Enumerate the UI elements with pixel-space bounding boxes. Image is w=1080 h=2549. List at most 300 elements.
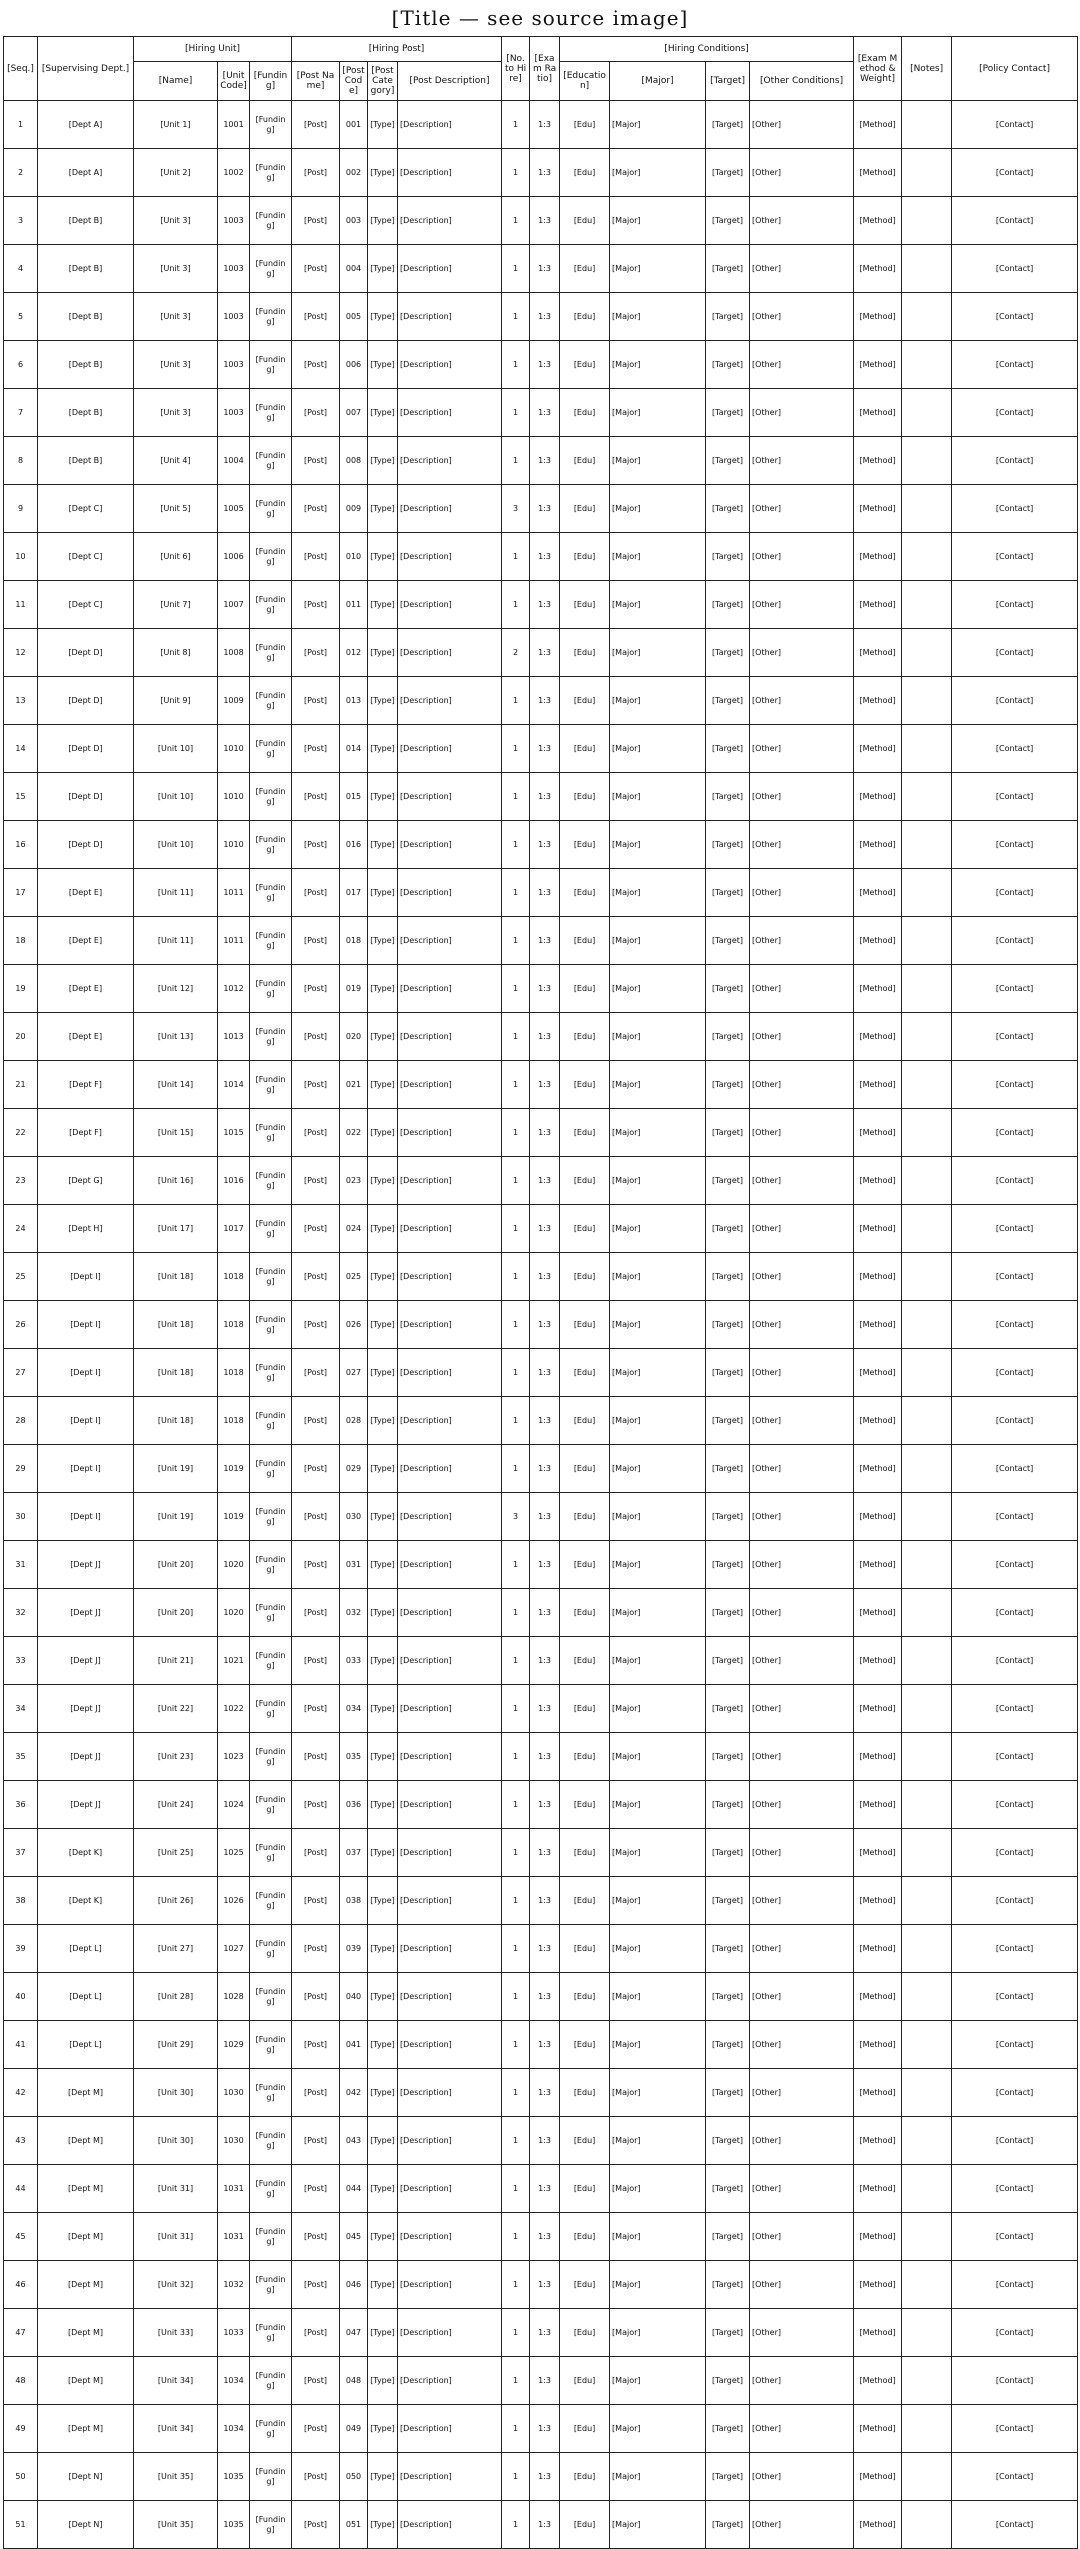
cell-post-code: 010 xyxy=(340,533,368,581)
cell-unit-name: [Unit 22] xyxy=(134,1685,218,1733)
cell-exam-method: [Method] xyxy=(854,1301,902,1349)
cell-exam-method: [Method] xyxy=(854,149,902,197)
cell-seq: 40 xyxy=(4,1973,38,2021)
cell-post-code: 035 xyxy=(340,1733,368,1781)
cell-post-category: [Type] xyxy=(368,2501,398,2549)
cell-unit-code: 1011 xyxy=(218,917,250,965)
cell-exam-ratio: 1:3 xyxy=(530,197,560,245)
cell-post-description: [Description] xyxy=(398,2405,502,2453)
cell-post-name: [Post] xyxy=(292,1685,340,1733)
cell-post-name: [Post] xyxy=(292,1493,340,1541)
cell-unit-code: 1024 xyxy=(218,1781,250,1829)
table-row xyxy=(4,1925,1078,1973)
cell-dept: [Dept M] xyxy=(38,2213,134,2261)
cell-other-conditions: [Other] xyxy=(750,1493,854,1541)
cell-post-description: [Description] xyxy=(398,1157,502,1205)
cell-education: [Edu] xyxy=(560,2309,610,2357)
cell-seq: 24 xyxy=(4,1205,38,1253)
cell-other-conditions: [Other] xyxy=(750,2021,854,2069)
cell-post-code: 015 xyxy=(340,773,368,821)
cell-seq: 46 xyxy=(4,2261,38,2309)
cell-post-category: [Type] xyxy=(368,1589,398,1637)
cell-hire-count: 1 xyxy=(502,2405,530,2453)
cell-seq: 9 xyxy=(4,485,38,533)
cell-major: [Major] xyxy=(610,2453,706,2501)
cell-unit-code: 1011 xyxy=(218,869,250,917)
cell-dept: [Dept I] xyxy=(38,1397,134,1445)
cell-education: [Edu] xyxy=(560,389,610,437)
cell-exam-method: [Method] xyxy=(854,629,902,677)
cell-exam-ratio: 1:3 xyxy=(530,1349,560,1397)
cell-target: [Target] xyxy=(706,1829,750,1877)
cell-post-name: [Post] xyxy=(292,917,340,965)
cell-other-conditions: [Other] xyxy=(750,2357,854,2405)
cell-funding: [Funding] xyxy=(250,917,292,965)
cell-other-conditions: [Other] xyxy=(750,341,854,389)
cell-dept: [Dept D] xyxy=(38,629,134,677)
table-row xyxy=(4,629,1078,677)
col-post-code-header: [Post Code] xyxy=(340,62,368,101)
cell-other-conditions: [Other] xyxy=(750,101,854,149)
cell-post-code: 040 xyxy=(340,1973,368,2021)
cell-contact: [Contact] xyxy=(952,437,1078,485)
cell-post-description: [Description] xyxy=(398,1781,502,1829)
cell-post-category: [Type] xyxy=(368,2405,398,2453)
cell-major: [Major] xyxy=(610,2117,706,2165)
cell-contact: [Contact] xyxy=(952,1973,1078,2021)
cell-post-description: [Description] xyxy=(398,1301,502,1349)
cell-post-category: [Type] xyxy=(368,293,398,341)
cell-major: [Major] xyxy=(610,2261,706,2309)
cell-contact: [Contact] xyxy=(952,2165,1078,2213)
cell-unit-code: 1003 xyxy=(218,293,250,341)
cell-post-code: 047 xyxy=(340,2309,368,2357)
cell-post-category: [Type] xyxy=(368,1253,398,1301)
cell-post-category: [Type] xyxy=(368,437,398,485)
cell-post-name: [Post] xyxy=(292,1157,340,1205)
table-row xyxy=(4,1349,1078,1397)
cell-funding: [Funding] xyxy=(250,1877,292,1925)
cell-seq: 28 xyxy=(4,1397,38,1445)
cell-major: [Major] xyxy=(610,1925,706,1973)
cell-post-name: [Post] xyxy=(292,1733,340,1781)
cell-hire-count: 1 xyxy=(502,389,530,437)
cell-exam-ratio: 1:3 xyxy=(530,1685,560,1733)
cell-dept: [Dept M] xyxy=(38,2117,134,2165)
cell-note xyxy=(902,1013,952,1061)
cell-exam-ratio: 1:3 xyxy=(530,2117,560,2165)
cell-education: [Edu] xyxy=(560,485,610,533)
cell-post-name: [Post] xyxy=(292,533,340,581)
cell-funding: [Funding] xyxy=(250,485,292,533)
cell-exam-method: [Method] xyxy=(854,2261,902,2309)
cell-seq: 48 xyxy=(4,2357,38,2405)
cell-post-code: 005 xyxy=(340,293,368,341)
cell-hire-count: 1 xyxy=(502,2213,530,2261)
cell-unit-code: 1020 xyxy=(218,1589,250,1637)
cell-major: [Major] xyxy=(610,1493,706,1541)
cell-post-description: [Description] xyxy=(398,149,502,197)
cell-seq: 18 xyxy=(4,917,38,965)
cell-education: [Edu] xyxy=(560,293,610,341)
cell-major: [Major] xyxy=(610,2405,706,2453)
cell-exam-method: [Method] xyxy=(854,389,902,437)
cell-post-code: 025 xyxy=(340,1253,368,1301)
cell-seq: 22 xyxy=(4,1109,38,1157)
cell-unit-code: 1009 xyxy=(218,677,250,725)
cell-other-conditions: [Other] xyxy=(750,533,854,581)
cell-unit-name: [Unit 18] xyxy=(134,1301,218,1349)
cell-exam-ratio: 1:3 xyxy=(530,2021,560,2069)
cell-post-code: 011 xyxy=(340,581,368,629)
cell-exam-ratio: 1:3 xyxy=(530,1301,560,1349)
table-row xyxy=(4,2021,1078,2069)
cell-funding: [Funding] xyxy=(250,1589,292,1637)
table-row xyxy=(4,1157,1078,1205)
cell-funding: [Funding] xyxy=(250,1157,292,1205)
cell-funding: [Funding] xyxy=(250,1301,292,1349)
cell-education: [Edu] xyxy=(560,1253,610,1301)
cell-contact: [Contact] xyxy=(952,1397,1078,1445)
cell-funding: [Funding] xyxy=(250,341,292,389)
cell-other-conditions: [Other] xyxy=(750,1973,854,2021)
table-row xyxy=(4,1061,1078,1109)
cell-other-conditions: [Other] xyxy=(750,2501,854,2549)
cell-post-code: 041 xyxy=(340,2021,368,2069)
cell-post-name: [Post] xyxy=(292,1445,340,1493)
cell-unit-code: 1031 xyxy=(218,2213,250,2261)
cell-note xyxy=(902,1397,952,1445)
cell-post-description: [Description] xyxy=(398,197,502,245)
cell-major: [Major] xyxy=(610,2213,706,2261)
cell-unit-code: 1007 xyxy=(218,581,250,629)
cell-major: [Major] xyxy=(610,245,706,293)
cell-unit-code: 1035 xyxy=(218,2453,250,2501)
cell-target: [Target] xyxy=(706,581,750,629)
cell-education: [Edu] xyxy=(560,1877,610,1925)
cell-unit-name: [Unit 34] xyxy=(134,2357,218,2405)
cell-post-code: 044 xyxy=(340,2165,368,2213)
cell-exam-ratio: 1:3 xyxy=(530,1061,560,1109)
cell-unit-code: 1029 xyxy=(218,2021,250,2069)
cell-funding: [Funding] xyxy=(250,1013,292,1061)
cell-dept: [Dept C] xyxy=(38,581,134,629)
cell-hire-count: 1 xyxy=(502,197,530,245)
col-target-header: [Target] xyxy=(706,62,750,101)
cell-post-category: [Type] xyxy=(368,1925,398,1973)
cell-funding: [Funding] xyxy=(250,1349,292,1397)
cell-post-name: [Post] xyxy=(292,1397,340,1445)
cell-unit-code: 1019 xyxy=(218,1493,250,1541)
cell-post-description: [Description] xyxy=(398,245,502,293)
cell-seq: 11 xyxy=(4,581,38,629)
cell-post-description: [Description] xyxy=(398,389,502,437)
cell-seq: 38 xyxy=(4,1877,38,1925)
cell-unit-name: [Unit 11] xyxy=(134,917,218,965)
cell-hire-count: 1 xyxy=(502,1733,530,1781)
cell-other-conditions: [Other] xyxy=(750,2117,854,2165)
table-row xyxy=(4,197,1078,245)
cell-funding: [Funding] xyxy=(250,2213,292,2261)
cell-exam-method: [Method] xyxy=(854,1781,902,1829)
cell-hire-count: 1 xyxy=(502,1829,530,1877)
cell-other-conditions: [Other] xyxy=(750,773,854,821)
cell-post-name: [Post] xyxy=(292,1589,340,1637)
cell-unit-name: [Unit 20] xyxy=(134,1589,218,1637)
cell-post-category: [Type] xyxy=(368,1445,398,1493)
table-row xyxy=(4,2117,1078,2165)
cell-education: [Edu] xyxy=(560,2261,610,2309)
cell-post-description: [Description] xyxy=(398,341,502,389)
cell-major: [Major] xyxy=(610,917,706,965)
cell-contact: [Contact] xyxy=(952,2357,1078,2405)
cell-post-category: [Type] xyxy=(368,1781,398,1829)
cell-funding: [Funding] xyxy=(250,1685,292,1733)
cell-education: [Edu] xyxy=(560,197,610,245)
cell-post-name: [Post] xyxy=(292,1973,340,2021)
cell-unit-code: 1017 xyxy=(218,1205,250,1253)
cell-major: [Major] xyxy=(610,1061,706,1109)
cell-major: [Major] xyxy=(610,1157,706,1205)
cell-post-description: [Description] xyxy=(398,293,502,341)
cell-major: [Major] xyxy=(610,389,706,437)
cell-unit-code: 1018 xyxy=(218,1253,250,1301)
table-row xyxy=(4,2309,1078,2357)
cell-seq: 17 xyxy=(4,869,38,917)
cell-note xyxy=(902,1973,952,2021)
cell-hire-count: 1 xyxy=(502,1637,530,1685)
cell-hire-count: 1 xyxy=(502,2021,530,2069)
cell-post-name: [Post] xyxy=(292,725,340,773)
cell-dept: [Dept M] xyxy=(38,2405,134,2453)
cell-target: [Target] xyxy=(706,1013,750,1061)
cell-dept: [Dept G] xyxy=(38,1157,134,1205)
cell-other-conditions: [Other] xyxy=(750,1637,854,1685)
cell-exam-method: [Method] xyxy=(854,2165,902,2213)
cell-other-conditions: [Other] xyxy=(750,1445,854,1493)
cell-note xyxy=(902,1061,952,1109)
cell-note xyxy=(902,533,952,581)
cell-major: [Major] xyxy=(610,965,706,1013)
cell-other-conditions: [Other] xyxy=(750,1685,854,1733)
cell-other-conditions: [Other] xyxy=(750,437,854,485)
cell-seq: 6 xyxy=(4,341,38,389)
cell-note xyxy=(902,293,952,341)
cell-note xyxy=(902,2117,952,2165)
cell-post-name: [Post] xyxy=(292,1829,340,1877)
cell-target: [Target] xyxy=(706,1685,750,1733)
cell-note xyxy=(902,1253,952,1301)
cell-seq: 13 xyxy=(4,677,38,725)
cell-post-code: 039 xyxy=(340,1925,368,1973)
cell-major: [Major] xyxy=(610,2165,706,2213)
cell-education: [Edu] xyxy=(560,1637,610,1685)
cell-hire-count: 1 xyxy=(502,1445,530,1493)
cell-post-name: [Post] xyxy=(292,485,340,533)
cell-post-code: 029 xyxy=(340,1445,368,1493)
cell-post-code: 018 xyxy=(340,917,368,965)
table-row xyxy=(4,1397,1078,1445)
cell-post-code: 027 xyxy=(340,1349,368,1397)
cell-contact: [Contact] xyxy=(952,2453,1078,2501)
cell-hire-count: 1 xyxy=(502,2309,530,2357)
cell-post-description: [Description] xyxy=(398,1013,502,1061)
cell-other-conditions: [Other] xyxy=(750,1253,854,1301)
cell-exam-ratio: 1:3 xyxy=(530,485,560,533)
cell-major: [Major] xyxy=(610,341,706,389)
table-row xyxy=(4,965,1078,1013)
cell-target: [Target] xyxy=(706,1541,750,1589)
cell-exam-ratio: 1:3 xyxy=(530,581,560,629)
cell-education: [Edu] xyxy=(560,101,610,149)
cell-dept: [Dept I] xyxy=(38,1493,134,1541)
cell-note xyxy=(902,1493,952,1541)
cell-target: [Target] xyxy=(706,2309,750,2357)
cell-funding: [Funding] xyxy=(250,149,292,197)
cell-funding: [Funding] xyxy=(250,2069,292,2117)
cell-unit-name: [Unit 4] xyxy=(134,437,218,485)
cell-post-description: [Description] xyxy=(398,2357,502,2405)
cell-unit-code: 1030 xyxy=(218,2117,250,2165)
cell-education: [Edu] xyxy=(560,2453,610,2501)
cell-unit-code: 1014 xyxy=(218,1061,250,1109)
cell-funding: [Funding] xyxy=(250,2453,292,2501)
cell-unit-name: [Unit 19] xyxy=(134,1445,218,1493)
col-post-desc-header: [Post Description] xyxy=(398,62,502,101)
col-cond-group-header: [Hiring Conditions] xyxy=(560,37,854,62)
cell-post-category: [Type] xyxy=(368,629,398,677)
cell-post-code: 036 xyxy=(340,1781,368,1829)
cell-post-code: 031 xyxy=(340,1541,368,1589)
cell-seq: 25 xyxy=(4,1253,38,1301)
cell-funding: [Funding] xyxy=(250,629,292,677)
cell-major: [Major] xyxy=(610,437,706,485)
cell-education: [Edu] xyxy=(560,1685,610,1733)
cell-post-category: [Type] xyxy=(368,245,398,293)
cell-post-category: [Type] xyxy=(368,149,398,197)
cell-funding: [Funding] xyxy=(250,1445,292,1493)
cell-note xyxy=(902,1877,952,1925)
cell-hire-count: 1 xyxy=(502,1157,530,1205)
cell-contact: [Contact] xyxy=(952,629,1078,677)
cell-unit-name: [Unit 16] xyxy=(134,1157,218,1205)
cell-major: [Major] xyxy=(610,1685,706,1733)
cell-exam-method: [Method] xyxy=(854,533,902,581)
cell-seq: 21 xyxy=(4,1061,38,1109)
cell-exam-method: [Method] xyxy=(854,821,902,869)
cell-note xyxy=(902,1637,952,1685)
cell-post-category: [Type] xyxy=(368,1493,398,1541)
cell-education: [Edu] xyxy=(560,437,610,485)
cell-seq: 19 xyxy=(4,965,38,1013)
cell-exam-method: [Method] xyxy=(854,2069,902,2117)
cell-post-code: 022 xyxy=(340,1109,368,1157)
cell-hire-count: 1 xyxy=(502,773,530,821)
cell-hire-count: 2 xyxy=(502,629,530,677)
cell-hire-count: 1 xyxy=(502,965,530,1013)
positions-table xyxy=(3,36,1078,2549)
table-body xyxy=(4,101,1078,2549)
cell-exam-method: [Method] xyxy=(854,485,902,533)
cell-funding: [Funding] xyxy=(250,725,292,773)
cell-unit-name: [Unit 12] xyxy=(134,965,218,1013)
cell-exam-method: [Method] xyxy=(854,1877,902,1925)
cell-post-name: [Post] xyxy=(292,1349,340,1397)
cell-hire-count: 1 xyxy=(502,2357,530,2405)
table-row xyxy=(4,581,1078,629)
cell-unit-name: [Unit 18] xyxy=(134,1397,218,1445)
cell-education: [Edu] xyxy=(560,2117,610,2165)
cell-post-code: 049 xyxy=(340,2405,368,2453)
cell-funding: [Funding] xyxy=(250,581,292,629)
cell-education: [Edu] xyxy=(560,1733,610,1781)
cell-hire-count: 1 xyxy=(502,1349,530,1397)
cell-exam-method: [Method] xyxy=(854,1541,902,1589)
cell-post-description: [Description] xyxy=(398,101,502,149)
cell-target: [Target] xyxy=(706,245,750,293)
cell-post-code: 013 xyxy=(340,677,368,725)
cell-exam-ratio: 1:3 xyxy=(530,1973,560,2021)
cell-unit-code: 1031 xyxy=(218,2165,250,2213)
cell-unit-code: 1015 xyxy=(218,1109,250,1157)
cell-dept: [Dept B] xyxy=(38,245,134,293)
cell-note xyxy=(902,629,952,677)
cell-exam-ratio: 1:3 xyxy=(530,293,560,341)
cell-funding: [Funding] xyxy=(250,2309,292,2357)
cell-education: [Edu] xyxy=(560,1013,610,1061)
cell-hire-count: 1 xyxy=(502,1925,530,1973)
cell-major: [Major] xyxy=(610,1589,706,1637)
cell-note xyxy=(902,1157,952,1205)
cell-major: [Major] xyxy=(610,581,706,629)
cell-dept: [Dept K] xyxy=(38,1877,134,1925)
cell-note xyxy=(902,1205,952,1253)
cell-seq: 49 xyxy=(4,2405,38,2453)
cell-exam-ratio: 1:3 xyxy=(530,677,560,725)
cell-post-code: 028 xyxy=(340,1397,368,1445)
cell-unit-name: [Unit 21] xyxy=(134,1637,218,1685)
cell-post-category: [Type] xyxy=(368,1397,398,1445)
cell-education: [Edu] xyxy=(560,2165,610,2213)
cell-post-code: 020 xyxy=(340,1013,368,1061)
cell-hire-count: 1 xyxy=(502,1973,530,2021)
cell-other-conditions: [Other] xyxy=(750,293,854,341)
cell-post-name: [Post] xyxy=(292,389,340,437)
cell-post-description: [Description] xyxy=(398,1349,502,1397)
cell-exam-method: [Method] xyxy=(854,1829,902,1877)
cell-unit-name: [Unit 30] xyxy=(134,2069,218,2117)
cell-post-description: [Description] xyxy=(398,1205,502,1253)
cell-post-name: [Post] xyxy=(292,1061,340,1109)
cell-exam-method: [Method] xyxy=(854,1253,902,1301)
cell-exam-ratio: 1:3 xyxy=(530,2069,560,2117)
cell-unit-code: 1002 xyxy=(218,149,250,197)
cell-unit-code: 1016 xyxy=(218,1157,250,1205)
cell-unit-name: [Unit 13] xyxy=(134,1013,218,1061)
cell-post-description: [Description] xyxy=(398,2261,502,2309)
cell-unit-code: 1034 xyxy=(218,2357,250,2405)
cell-post-code: 021 xyxy=(340,1061,368,1109)
cell-target: [Target] xyxy=(706,1061,750,1109)
cell-post-category: [Type] xyxy=(368,1205,398,1253)
cell-seq: 12 xyxy=(4,629,38,677)
col-unit-name-header: [Name] xyxy=(134,62,218,101)
cell-other-conditions: [Other] xyxy=(750,2453,854,2501)
cell-target: [Target] xyxy=(706,2069,750,2117)
cell-note xyxy=(902,773,952,821)
cell-dept: [Dept J] xyxy=(38,1541,134,1589)
cell-contact: [Contact] xyxy=(952,917,1078,965)
